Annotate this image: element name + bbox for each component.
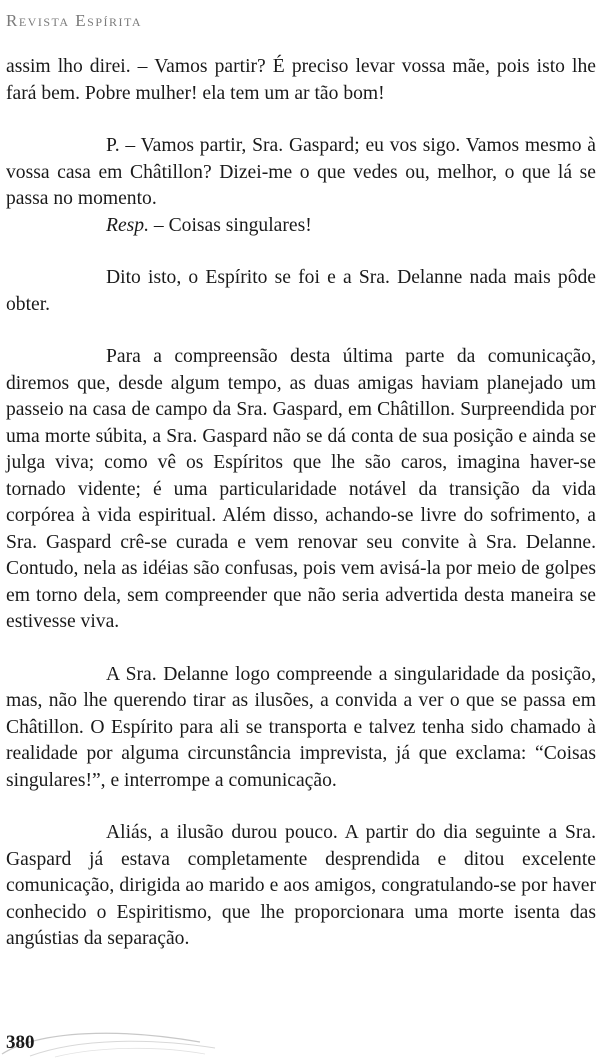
paragraph-conclusion: Aliás, a ilusão durou pouco. A partir do dia seguinte a Sra. Gaspard já estava completamente desprendida e ditou excelente comunicação, dirigida ao marido e aos amigos, congratulando-se por haver conhecido o Espiritismo, que lhe proporcionara uma morte isenta das angústias da separação. [6, 822, 596, 949]
paragraph-response [6, 213, 596, 240]
running-header: Revista Espírita [6, 11, 143, 30]
page-number: 380 [6, 1032, 35, 1053]
paragraph-question: P. – Vamos partir, Sra. Gaspard; eu vos sigo. Vamos mesmo à vossa casa em Châtillon? Dizei-me o que vedes ou, melhor, o que lá se passa no momento. [6, 135, 596, 209]
paragraph-spirit-left: Dito isto, o Espírito se foi e a Sra. Delanne nada mais pôde obter. [6, 267, 596, 315]
response-text: – Coisas singulares! [149, 214, 312, 236]
paragraph-position: A Sra. Delanne logo compreende a singularidade da posição, mas, não lhe querendo tirar as ilusões, a convida a ver o que se passa em Châtillon. O Espírito para ali se transporta e talvez tenha sido chamado à realidade por alguma circunstância imprevista, já que exclama: “Coisas singulares!”, e interrompe a comunicação. [6, 663, 596, 791]
page-body [6, 54, 596, 953]
paragraph-continuation: assim lho direi. – Vamos partir? É preciso levar vossa mãe, pois isto lhe fará bem. Pobre mulher! ela tem um ar tão bom! [6, 56, 596, 104]
paragraph-explanation: Para a compreensão desta última parte da comunicação, diremos que, desde algum tempo, as duas amigas haviam planejado um passeio na casa de campo da Sra. Gaspard, em Châtillon. Surpreendida por uma morte súbita, a Sra. Gaspard não se dá conta de sua posição e ainda se julga viva; como vê os Espíritos que lhe são caros, imagina haver-se tornado vidente; é uma particularidade notável da transição da vida corpórea à vida espiritual. Além disso, achando-se livre do sofrimento, a Sra. Gaspard crê-se curada e vem renovar seu convite à Sra. Delanne. Contudo, nela as idéias são confusas, pois vem avisá-la por meio de golpes em torno dela, sem compreender que não seria advertida desta maneira se estivesse viva. [6, 346, 596, 632]
response-label: Resp. [106, 214, 149, 236]
page-footer [0, 1024, 603, 1058]
